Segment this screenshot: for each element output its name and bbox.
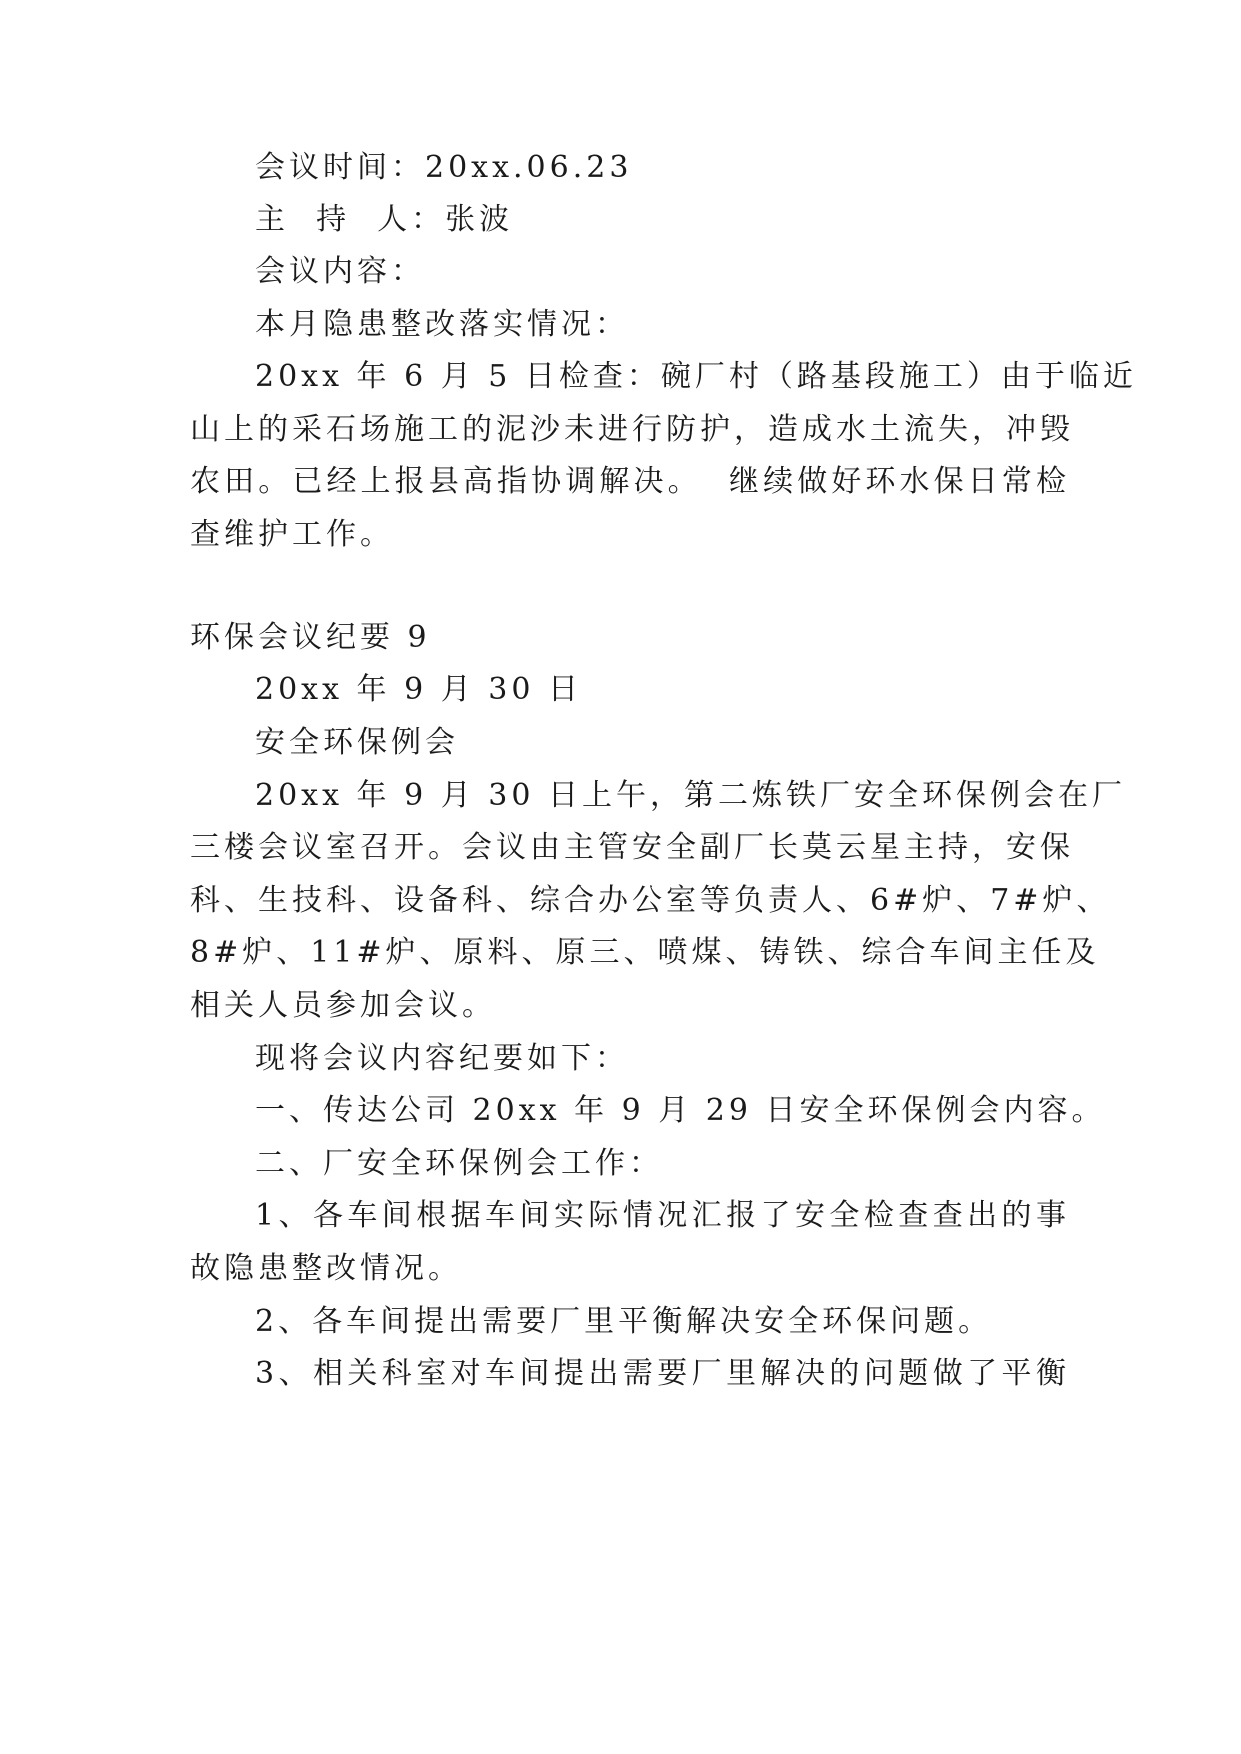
summary-intro: 现将会议内容纪要如下： [255,1041,629,1076]
intro-line: 8#炉、11#炉、原料、原三、喷煤、铸铁、综合车间主任及 [190,935,1100,970]
paragraph-line: 20xx 年 6 月 5 日检查：碗厂村（路基段施工）由于临近 [255,359,1137,394]
point-one-line: 1、各车间根据车间实际情况汇报了安全检查查出的事 [255,1198,1070,1233]
intro-line: 相关人员参加会议。 [190,988,496,1023]
meeting-name: 安全环保例会 [255,725,459,760]
paragraph-line: 山上的采石场施工的泥沙未进行防护，造成水土流失，冲毁 [190,412,1074,447]
point-one-line: 故隐患整改情况。 [190,1251,462,1286]
intro-line: 三楼会议室召开。会议由主管安全副厂长莫云星主持，安保 [190,830,1074,865]
rectification-subheading: 本月隐患整改落实情况： [255,307,629,342]
meeting-time-line: 会议时间：20xx.06.23 [255,150,633,185]
meeting-date: 20xx 年 9 月 30 日 [255,672,582,707]
item-two: 二、厂安全环保例会工作： [255,1146,663,1181]
point-three: 3、相关科室对车间提出需要厂里解决的问题做了平衡 [255,1356,1070,1391]
point-two: 2、各车间提出需要厂里平衡解决安全环保问题。 [255,1304,993,1339]
host-line: 主 持 人：张波 [255,202,514,237]
intro-line: 科、生技科、设备科、综合办公室等负责人、6#炉、7#炉、 [190,883,1111,918]
paragraph-line: 农田。已经上报县高指协调解决。 继续做好环水保日常检 [190,464,1070,499]
item-one: 一、传达公司 20xx 年 9 月 29 日安全环保例会内容。 [255,1093,1106,1128]
paragraph-line: 查维护工作。 [190,517,394,552]
intro-line: 20xx 年 9 月 30 日上午，第二炼铁厂安全环保例会在厂 [255,778,1126,813]
section-title: 环保会议纪要 9 [190,620,431,655]
content-label-line: 会议内容： [255,254,425,289]
